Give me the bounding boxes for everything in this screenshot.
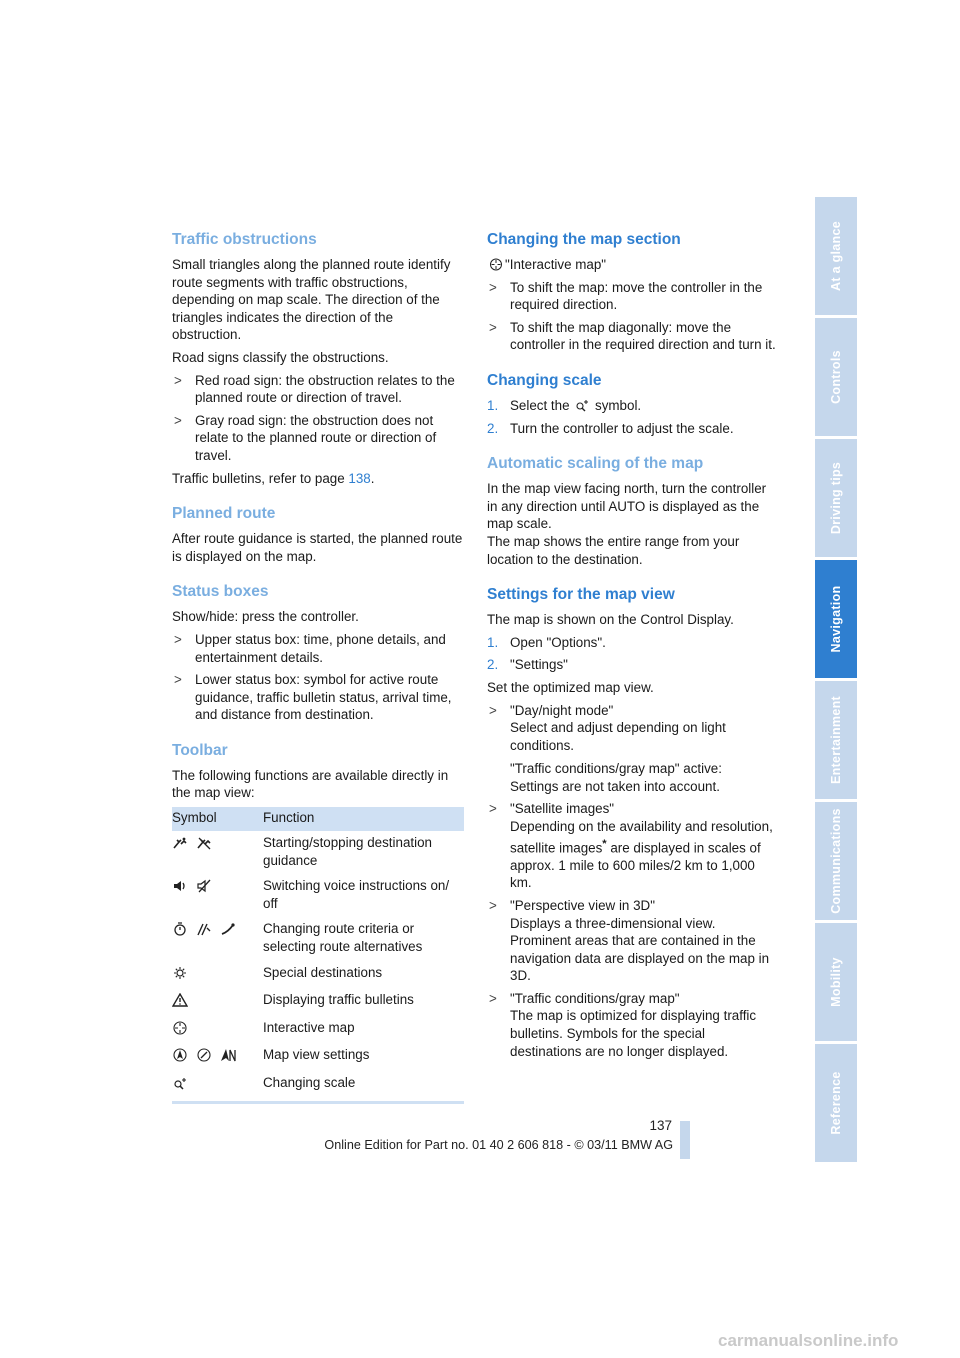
- automatic-scaling-heading: Automatic scaling of the map: [487, 455, 704, 473]
- bullet-item: [487, 279, 779, 314]
- paragraph: After route guidance is started, the planned route is displayed on the map.: [172, 531, 463, 564]
- bullet-body: [510, 818, 779, 892]
- changing-scale-heading: Changing scale: [487, 371, 602, 389]
- page-link[interactable]: 138: [348, 470, 371, 486]
- changing-map-section-heading: Changing the map section: [487, 231, 681, 248]
- paragraph: Small triangles along the planned route identify route segments with traffic obstructions, depending on map scale. The direction of the triangles indicates the direction of the obstruction.: [172, 257, 451, 343]
- bullet-item: [487, 800, 779, 891]
- status-boxes-section: [172, 582, 464, 724]
- step-number: 1.: [487, 397, 499, 413]
- bullet-marker: >: [174, 372, 182, 388]
- tab-label: Reference: [829, 1071, 843, 1135]
- bullet-body: Displays a three-dimensional view. Prominent areas that are contained in the navigation data are displayed on the map in 3D.: [510, 915, 770, 984]
- tab-driving-tips[interactable]: [815, 439, 857, 557]
- tab-label: Controls: [829, 350, 843, 404]
- traffic-obstructions-heading: Traffic obstructions: [172, 231, 317, 248]
- bullet-body: Select and adjust depending on light conditions.: [510, 720, 726, 753]
- step-text: Turn the controller to adjust the scale.: [510, 420, 734, 436]
- bullet-text: Lower status box: symbol for active route guidance, traffic bulletin status, arrival time, and distance from destination.: [195, 672, 452, 723]
- automatic-scaling-section: [487, 454, 779, 568]
- step-text: Select the: [510, 397, 574, 413]
- bullet-marker: >: [489, 279, 497, 295]
- tab-label: Communications: [829, 808, 843, 914]
- paragraph: The following functions are available directly in the map view:: [172, 767, 449, 801]
- map-view-settings-section: [487, 585, 779, 1060]
- step-item: [487, 397, 779, 415]
- symbol-cell: [172, 831, 263, 874]
- route-alternatives-icon: [220, 922, 236, 936]
- page-number-bar: [680, 1121, 690, 1159]
- paragraph: [172, 470, 464, 488]
- bullet-marker: >: [489, 702, 497, 718]
- bullet-head: "Satellite images": [510, 801, 615, 817]
- column-header-function: Function: [263, 807, 464, 831]
- bullet-marker: >: [489, 801, 497, 817]
- perspective-icon: [196, 1048, 212, 1062]
- symbol-cell: [172, 961, 263, 989]
- symbol-cell: [172, 1071, 263, 1102]
- step-item: [487, 656, 779, 674]
- route-criteria-icon: [172, 922, 188, 936]
- bullet-item: [487, 897, 779, 985]
- bullet-item: [487, 319, 779, 354]
- page-number: 137: [649, 1118, 672, 1133]
- function-cell: Changing scale: [263, 1071, 464, 1102]
- step-item: [487, 420, 779, 438]
- table-row: [172, 1043, 464, 1071]
- function-cell: Special destinations: [263, 964, 383, 980]
- tab-label: Driving tips: [829, 461, 843, 535]
- toolbar-section: [172, 741, 464, 1104]
- chapter-tabs: [815, 197, 857, 1165]
- right-column: [487, 230, 779, 1065]
- table-row: [172, 1016, 464, 1044]
- route-guidance-start-icon: [172, 836, 188, 850]
- bullet-text: Red road sign: the obstruction relates to the planned route or direction of travel.: [195, 372, 455, 406]
- bullet-item: [487, 990, 779, 1060]
- toolbar-table: [172, 807, 464, 1104]
- table-row: [172, 961, 464, 989]
- bullet-note: "Traffic conditions/gray map" active:: [510, 761, 722, 777]
- toolbar-heading: Toolbar: [172, 741, 228, 759]
- paragraph: The map shows the entire range from your location to the destination.: [487, 533, 740, 567]
- text: Depending on the availability and resolution, satellite images: [510, 819, 773, 856]
- paragraph: The map is shown on the Control Display.: [487, 612, 734, 628]
- symbol-cell: [172, 917, 263, 960]
- bullet-marker: >: [489, 319, 497, 335]
- symbol-cell: [172, 1016, 263, 1044]
- bullet-item: [172, 631, 464, 666]
- bullet-text: To shift the map: move the controller in the required direction.: [510, 279, 763, 313]
- text: .: [370, 470, 375, 486]
- step-item: [487, 634, 779, 652]
- function-cell: Starting/stopping destination guidance: [263, 835, 432, 868]
- tab-communications[interactable]: [815, 802, 857, 920]
- bullet-head: "Day/night mode": [510, 702, 614, 718]
- scale-icon: [575, 399, 589, 412]
- traffic-warning-icon: [172, 993, 188, 1007]
- paragraph: Show/hide: press the controller.: [172, 609, 359, 625]
- tab-label: At a glance: [829, 221, 843, 291]
- voice-on-icon: [172, 879, 188, 893]
- bullet-head: "Traffic conditions/gray map": [510, 990, 680, 1006]
- status-boxes-heading: Status boxes: [172, 583, 269, 601]
- traffic-obstructions-section: [172, 230, 464, 487]
- tab-at-a-glance[interactable]: [815, 197, 857, 315]
- bullet-marker: >: [174, 631, 182, 647]
- table-row: [172, 874, 464, 917]
- interactive-map-icon: [489, 258, 503, 271]
- step-number: 2.: [487, 420, 499, 436]
- step-number: 2.: [487, 657, 499, 673]
- interactive-map-icon: [172, 1021, 188, 1035]
- bullet-body: The map is optimized for displaying traffic bulletins. Symbols for the special destinations are no longer displayed.: [510, 1008, 757, 1059]
- function-cell: Interactive map: [263, 1019, 355, 1035]
- bullet-text: Gray road sign: the obstruction does not relate to the planned route or direction of travel.: [195, 412, 437, 463]
- paragraph: Road signs classify the obstructions.: [172, 349, 389, 365]
- tab-navigation[interactable]: [815, 560, 857, 678]
- table-row: [172, 988, 464, 1016]
- table-header-row: [172, 807, 464, 831]
- scale-icon: [172, 1076, 188, 1090]
- footer-text: Online Edition for Part no. 01 40 2 606 818 - © 03/11 BMW AG: [324, 1138, 673, 1152]
- menu-text: "Interactive map": [505, 257, 607, 272]
- symbol-cell: [172, 1043, 263, 1071]
- changing-scale-section: [487, 371, 779, 437]
- bullet-text: Upper status box: time, phone details, and entertainment details.: [195, 631, 446, 665]
- table-row: [172, 1071, 464, 1102]
- symbol-cell: [172, 988, 263, 1016]
- step-text: "Settings": [510, 657, 568, 673]
- paragraph: Set the optimized map view.: [487, 679, 654, 695]
- symbol-cell: [172, 874, 263, 917]
- step-text: Open "Options".: [510, 634, 606, 650]
- tab-reference[interactable]: [815, 1044, 857, 1162]
- route-guidance-stop-icon: [196, 836, 212, 850]
- bullet-item: [172, 671, 464, 724]
- step-text: symbol.: [591, 397, 642, 413]
- planned-route-heading: Planned route: [172, 505, 276, 523]
- bullet-marker: >: [174, 412, 182, 428]
- map-view-settings-heading: Settings for the map view: [487, 586, 675, 604]
- tab-mobility[interactable]: [815, 923, 857, 1041]
- tab-controls[interactable]: [815, 318, 857, 436]
- direction-of-travel-icon: [172, 1048, 188, 1062]
- bullet-marker: >: [489, 897, 497, 913]
- bullet-marker: >: [489, 990, 497, 1006]
- bullet-item: [172, 412, 464, 465]
- tab-label: Navigation: [829, 585, 843, 653]
- alt-route-icon: [196, 922, 212, 936]
- tab-label: Entertainment: [829, 696, 843, 784]
- watermark: carmanualsonline.info: [718, 1331, 899, 1350]
- changing-map-section: [487, 230, 779, 354]
- bullet-item: [487, 702, 779, 796]
- menu-path: [487, 256, 779, 274]
- bullet-head: "Perspective view in 3D": [510, 897, 655, 913]
- text: are displayed in scales of approx. 1 mile to 600 miles/2 km to 1,000 km.: [510, 840, 761, 891]
- special-destinations-icon: [172, 966, 188, 980]
- function-cell: Changing route criteria or selecting route alternatives: [263, 921, 423, 955]
- bullet-note: Settings are not taken into account.: [510, 778, 720, 794]
- optional-equipment-star: *: [602, 837, 607, 850]
- table-row: [172, 831, 464, 874]
- left-column: [172, 230, 464, 1104]
- function-cell: Switching voice instructions on/ off: [263, 878, 450, 911]
- text: Traffic bulletins, refer to page: [172, 470, 349, 486]
- voice-off-icon: [196, 879, 212, 893]
- tab-entertainment[interactable]: [815, 681, 857, 799]
- table-row: [172, 917, 464, 960]
- bullet-text: To shift the map diagonally: move the controller in the required direction and turn it.: [510, 319, 776, 353]
- north-icon: [220, 1048, 236, 1062]
- bullet-marker: >: [174, 672, 182, 688]
- bullet-item: [172, 372, 464, 407]
- function-cell: Displaying traffic bulletins: [263, 992, 414, 1008]
- tab-label: Mobility: [829, 957, 843, 1007]
- column-header-symbol: Symbol: [172, 807, 263, 831]
- step-number: 1.: [487, 634, 499, 650]
- paragraph: In the map view facing north, turn the controller in any direction until AUTO is displayed as the map scale.: [487, 481, 767, 532]
- function-cell: Map view settings: [263, 1047, 370, 1063]
- planned-route-section: [172, 504, 464, 565]
